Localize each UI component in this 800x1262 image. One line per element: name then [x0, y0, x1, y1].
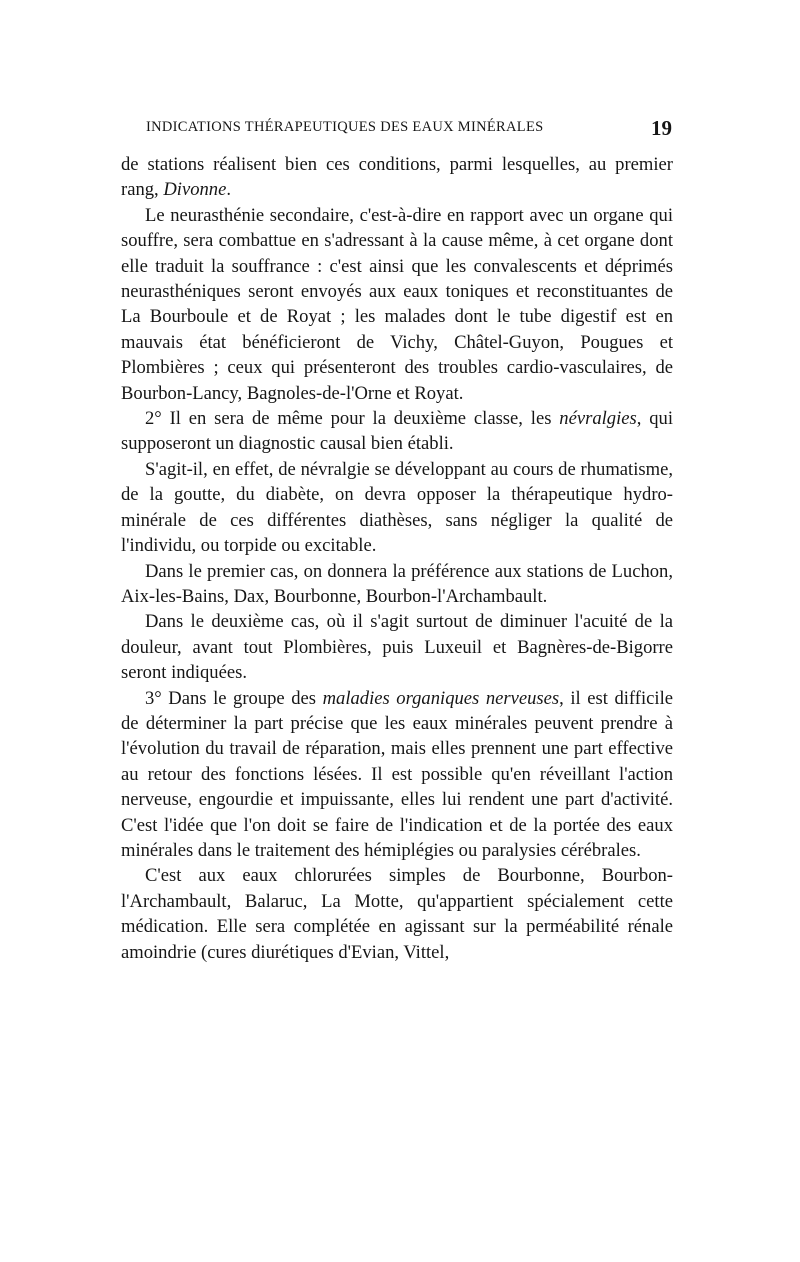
- italic-term-nevralgies: névralgies: [559, 408, 637, 430]
- running-title: INDICATIONS THÉRAPEUTIQUES DES EAUX MINÉRALES: [146, 119, 544, 135]
- italic-term-maladies: maladies organiques nerveuses: [322, 687, 560, 709]
- italic-station-name: Divonne: [163, 179, 227, 201]
- paragraph-7: 3° Dans le groupe des maladies organiques nerveuses, il est difficile de déterminer la part précise que les eaux minérales peuvent prendre à l'évolution du travail de réparation, mais elles prennent une part effective au retour des fonctions lésées. Il est possible qu'en réveillant l'action nerveuse, engourdie et impuissante, elles lui rendent une part d'activité. C'est l'idée que l'on doit se faire de l'indication et de la portée des eaux minérales dans le traitement des hémiplégies ou paralysies cérébrales.: [121, 687, 673, 861]
- running-head: [146, 116, 672, 140]
- paragraph-2: Le neurasthénie secondaire, c'est-à-dire en rapport avec un organe qui souffre, sera combattue en s'adressant à la cause même, à cet organe dont elle traduit la souffrance : c'est ainsi que les convalescents et déprimés neurasthéniques seront envoyés aux eaux toniques et reconstituantes de La Bourboule et de Royat ; les malades dont le tube digestif est en mauvais état bénéficieront de Vichy, Châtel-Guyon, Pougues et Plombières ; ceux qui présenteront des troubles cardio-vasculaires, de Bourbon-Lancy, Bagnoles-de-l'Orne et Royat.: [121, 204, 673, 404]
- paragraph-4: S'agit-il, en effet, de névralgie se développant au cours de rhumatisme, de la goutte, du diabète, on devra opposer la thérapeutique hydro-minérale de ces différentes diathèses, sans négliger la qualité de l'individu, ou torpide ou excitable.: [121, 458, 673, 557]
- paragraph-8: C'est aux eaux chlorurées simples de Bourbonne, Bourbon-l'Archambault, Balaruc, La Motte, qu'appartient spécialement cette médication. Elle sera complétée en agissant sur la perméabilité rénale amoindrie (cures diurétiques d'Evian, Vittel,: [121, 865, 673, 963]
- paragraph-1: de stations réalisent bien ces conditions, parmi lesquelles, au premier rang, Divonne.: [121, 154, 673, 201]
- paragraph-3: 2° Il en sera de même pour la deuxième classe, les névralgies, qui supposeront un diagnostic causal bien établi.: [121, 408, 673, 455]
- paragraph-5: Dans le premier cas, on donnera la préférence aux stations de Luchon, Aix-les-Bains, Dax, Bourbonne, Bourbon-l'Archambault.: [121, 560, 673, 607]
- body-text: [121, 152, 673, 965]
- paragraph-6: Dans le deuxième cas, où il s'agit surtout de diminuer l'acuité de la douleur, avant tout Plombières, puis Luxeuil et Bagnères-de-Bigorre seront indiquées.: [121, 611, 673, 684]
- page-number: 19: [651, 116, 672, 140]
